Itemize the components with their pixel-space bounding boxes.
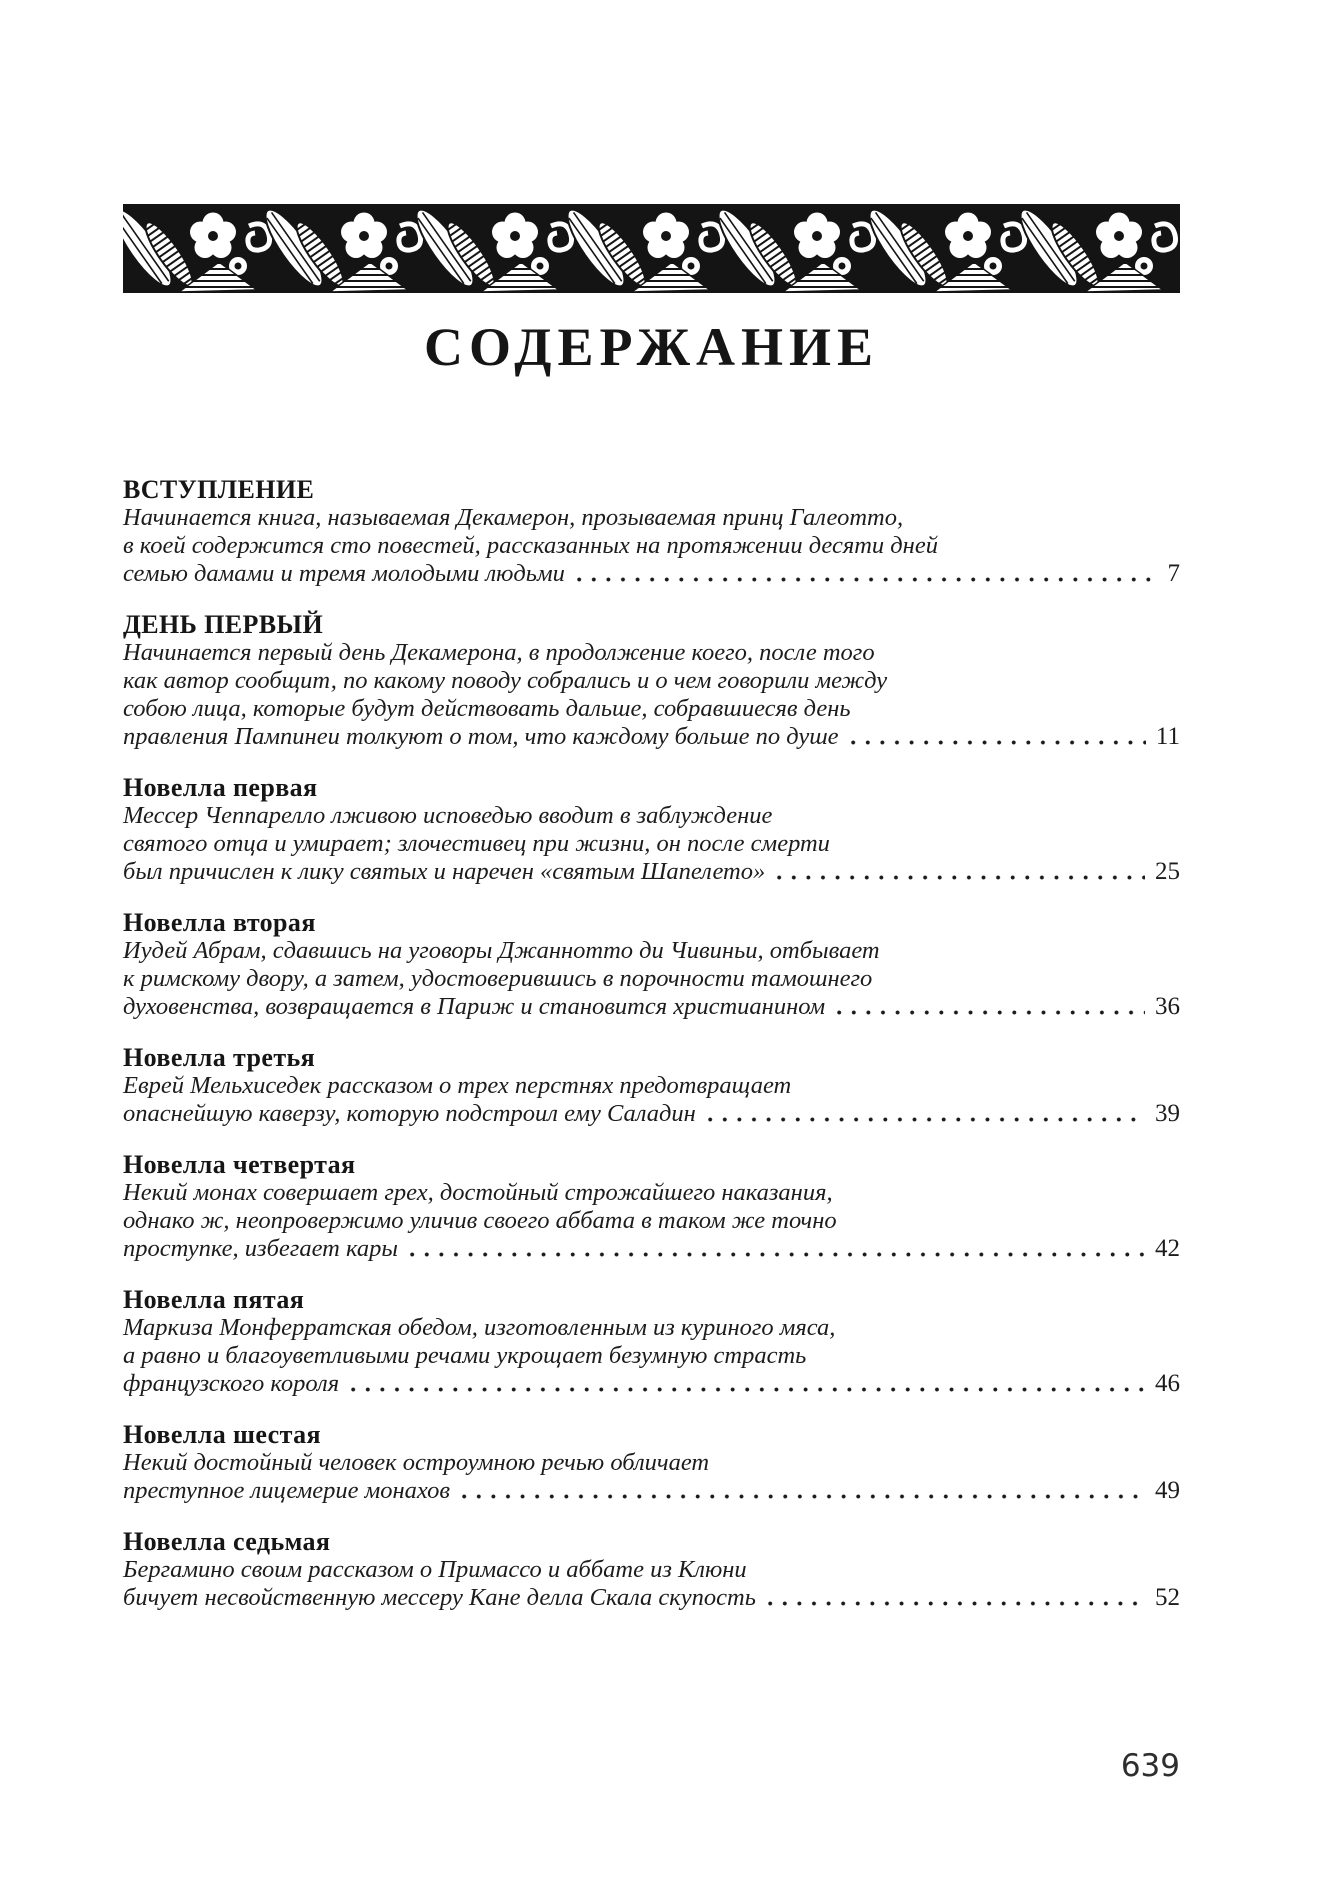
- toc-line-text: однако ж, неопровержимо уличив своего аббата в таком же точно: [123, 1207, 837, 1234]
- toc-line-text: Некий монах совершает грех, достойный строжайшего наказания,: [123, 1179, 833, 1206]
- toc-entry: [123, 774, 1180, 886]
- toc-entry: [123, 1421, 1180, 1505]
- toc-entry: [123, 1044, 1180, 1128]
- toc-line-text: Мессер Чеппарелло лживою исповедью вводит в заблуждение: [123, 802, 773, 829]
- toc-line-text: Начинается первый день Декамерона, в продолжение коего, после того: [123, 639, 875, 666]
- toc-line-text: святого отца и умирает; злочестивец при жизни, он после смерти: [123, 830, 830, 857]
- toc-line-text: Некий достойный человек остроумною речью обличает: [123, 1449, 710, 1476]
- toc-entry-line: [123, 1556, 1180, 1584]
- toc-line-text: духовенства, возвращается в Париж и становится христианином: [123, 993, 826, 1020]
- dot-leader: [851, 738, 1146, 747]
- toc-entry-heading: Новелла первая: [123, 773, 318, 802]
- toc-entry: [123, 1151, 1180, 1263]
- dot-leader: [708, 1115, 1145, 1124]
- toc-entry-heading: Новелла седьмая: [123, 1527, 331, 1556]
- toc-entry-line: [123, 1477, 1180, 1505]
- toc-entry-line: [123, 1370, 1180, 1398]
- toc-entry-line: [123, 993, 1180, 1021]
- toc-entry-line: [123, 723, 1180, 751]
- toc-page-number: 36: [1155, 993, 1180, 1020]
- toc-entry-heading: ВСТУПЛЕНИЕ: [123, 475, 315, 504]
- toc-entry: [123, 611, 1180, 751]
- toc-line-text: к римскому двору, а затем, удостоверившись в порочности тамошнего: [123, 965, 873, 992]
- toc-entry-line: [123, 937, 1180, 965]
- toc-entry-heading: Новелла вторая: [123, 908, 316, 937]
- toc-entry-line: [123, 639, 1180, 667]
- toc-page-number: 11: [1155, 723, 1180, 750]
- toc-line-text: французского короля: [123, 1370, 340, 1397]
- toc-entry: [123, 1286, 1180, 1398]
- toc-line-text: собою лица, которые будут действовать дальше, собравшиесяв день: [123, 695, 851, 722]
- toc-line-text: преступное лицемерие монахов: [123, 1477, 451, 1504]
- table-of-contents: [123, 476, 1180, 1635]
- floral-ornament-band: [123, 200, 1180, 297]
- toc-entry-line: [123, 858, 1180, 886]
- toc-entry-line: [123, 560, 1180, 588]
- toc-entry-heading: Новелла шестая: [123, 1420, 321, 1449]
- toc-entry-line: [123, 802, 1180, 830]
- toc-line-text: Еврей Мельхиседек рассказом о трех перстнях предотвращает: [123, 1072, 792, 1099]
- toc-entry: [123, 909, 1180, 1021]
- toc-line-text: в коей содержится сто повестей, рассказанных на протяжении десяти дней: [123, 532, 938, 559]
- dot-leader: [837, 1008, 1145, 1017]
- toc-entry-line: [123, 1342, 1180, 1370]
- toc-entry-line: [123, 965, 1180, 993]
- toc-entry-heading: Новелла пятая: [123, 1285, 305, 1314]
- toc-entry-line: [123, 532, 1180, 560]
- toc-entry-heading: Новелла третья: [123, 1043, 316, 1072]
- toc-entry-heading: Новелла четвертая: [123, 1150, 356, 1179]
- toc-entry-line: [123, 1584, 1180, 1612]
- toc-line-text: опаснейшую каверзу, которую подстроил ему Саладин: [123, 1100, 696, 1127]
- toc-line-text: бичует несвойственную мессеру Кане делла Скала скупость: [123, 1584, 756, 1611]
- toc-entry-line: [123, 1179, 1180, 1207]
- toc-entry: [123, 476, 1180, 588]
- floral-ornament-svg: [123, 200, 1180, 297]
- toc-line-text: семью дамами и тремя молодыми людьми: [123, 560, 565, 587]
- folio-page-number: 639: [1120, 1748, 1180, 1784]
- toc-line-text: Иудей Абрам, сдавшись на уговоры Джаннотто ди Чивиньи, отбывает: [123, 937, 880, 964]
- toc-page-number: 25: [1155, 858, 1180, 885]
- toc-line-text: Бергамино своим рассказом о Примассо и аббате из Клюни: [123, 1556, 747, 1583]
- toc-line-text: а равно и благоуветливыми речами укрощает безумную страсть: [123, 1342, 807, 1369]
- toc-line-text: проступке, избегает кары: [123, 1235, 398, 1262]
- toc-page-number: 46: [1155, 1370, 1180, 1397]
- dot-leader: [462, 1492, 1145, 1501]
- toc-entry-line: [123, 667, 1180, 695]
- toc-entry-line: [123, 1207, 1180, 1235]
- dot-leader: [777, 873, 1145, 882]
- dot-leader: [768, 1599, 1145, 1608]
- toc-page-number: 7: [1167, 560, 1180, 587]
- toc-line-text: Начинается книга, называемая Декамерон, прозываемая принц Галеотто,: [123, 504, 904, 531]
- toc-page-number: 39: [1155, 1100, 1180, 1127]
- dot-leader: [577, 575, 1158, 584]
- dot-leader: [410, 1250, 1145, 1259]
- page-title: СОДЕРЖАНИЕ: [424, 317, 879, 377]
- dot-leader: [351, 1385, 1145, 1394]
- toc-entry-line: [123, 695, 1180, 723]
- toc-entry-line: [123, 1314, 1180, 1342]
- toc-entry-line: [123, 1449, 1180, 1477]
- toc-line-text: был причислен к лику святых и наречен «святым Шапелето»: [123, 858, 766, 885]
- toc-entry-line: [123, 1072, 1180, 1100]
- toc-entry-line: [123, 504, 1180, 532]
- toc-page-number: 52: [1155, 1584, 1180, 1611]
- toc-entry-heading: ДЕНЬ ПЕРВЫЙ: [123, 610, 324, 639]
- toc-entry: [123, 1528, 1180, 1612]
- toc-entry-line: [123, 830, 1180, 858]
- toc-page-number: 49: [1155, 1477, 1180, 1504]
- toc-line-text: правления Пампинеи толкуют о том, что каждому больше по душе: [123, 723, 839, 750]
- toc-line-text: как автор сообщит, по какому поводу собрались и о чем говорили между: [123, 667, 888, 694]
- toc-entry-line: [123, 1100, 1180, 1128]
- toc-page-number: 42: [1155, 1235, 1180, 1262]
- toc-entry-line: [123, 1235, 1180, 1263]
- toc-line-text: Маркиза Монферратская обедом, изготовленным из куриного мяса,: [123, 1314, 836, 1341]
